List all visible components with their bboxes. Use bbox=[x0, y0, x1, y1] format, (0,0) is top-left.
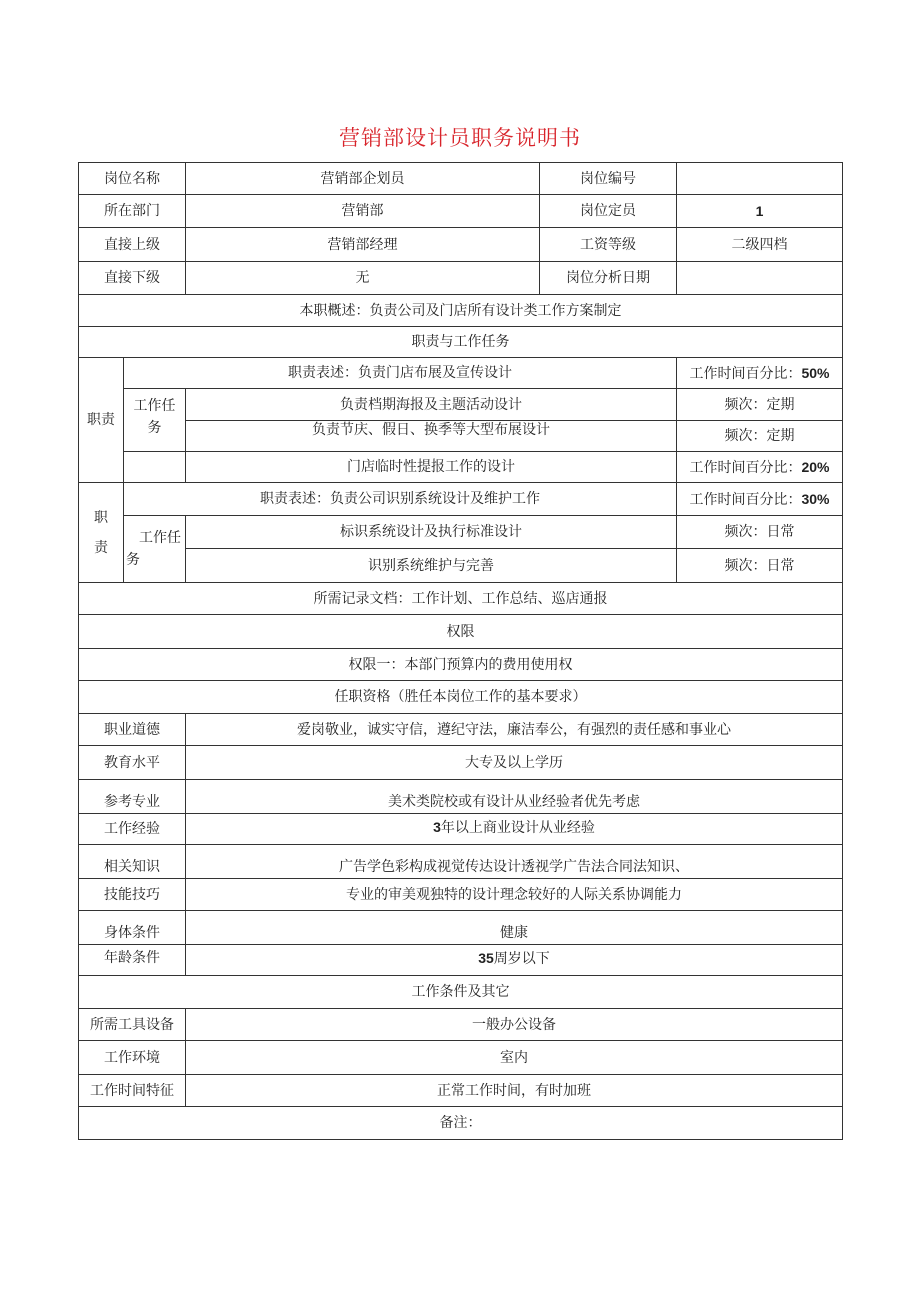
table-row bbox=[79, 452, 843, 483]
post-name-label: 岗位名称 bbox=[79, 163, 186, 195]
experience-years: 3 bbox=[433, 819, 441, 835]
table-row bbox=[79, 780, 843, 814]
ethics-value: 爱岗敬业，诚实守信，遵纪守法，廉洁奉公，有强烈的责任感和事业心 bbox=[186, 714, 843, 746]
duty2-description: 职责表述：负责公司识别系统设计及维护工作 bbox=[124, 483, 677, 516]
task-label-line: 务 bbox=[126, 552, 140, 568]
records-row: 所需记录文档：工作计划、工作总结、巡店通报 bbox=[79, 583, 843, 615]
duty1-extra-task: 门店临时性提报工作的设计 bbox=[186, 452, 677, 483]
work-time-value: 正常工作时间，有时加班 bbox=[186, 1075, 843, 1107]
table-row bbox=[79, 1009, 843, 1041]
education-value: 大专及以上学历 bbox=[186, 746, 843, 780]
table-row bbox=[79, 649, 843, 681]
duty-label-line: 职 bbox=[94, 509, 108, 526]
table-row bbox=[79, 195, 843, 228]
percentage-value: 50% bbox=[801, 364, 830, 381]
table-row bbox=[79, 228, 843, 262]
duty1-extra-spacer bbox=[124, 452, 186, 483]
job-description-table bbox=[78, 162, 843, 1140]
duty2-task-label bbox=[124, 516, 186, 583]
duty1-description: 职责表述：负责门店布展及宣传设计 bbox=[124, 358, 677, 389]
age-number: 35 bbox=[478, 950, 494, 966]
duty2-task-1-frequency: 频次：日常 bbox=[677, 516, 843, 549]
post-no-value bbox=[677, 163, 843, 195]
table-row bbox=[79, 945, 843, 976]
table-row bbox=[79, 1041, 843, 1075]
duty2-task-2-frequency: 频次：日常 bbox=[677, 549, 843, 583]
knowledge-label: 相关知识 bbox=[79, 845, 186, 879]
subordinate-value: 无 bbox=[186, 262, 540, 295]
post-name-value: 营销部企划员 bbox=[186, 163, 540, 195]
authority-header: 权限 bbox=[79, 615, 843, 649]
conditions-header: 工作条件及其它 bbox=[79, 976, 843, 1009]
table-row bbox=[79, 746, 843, 780]
duty2-label bbox=[79, 483, 124, 583]
table-row bbox=[79, 615, 843, 649]
duty1-task-1: 负责档期海报及主题活动设计 bbox=[186, 389, 677, 421]
work-time-label: 工作时间特征 bbox=[79, 1075, 186, 1107]
duties-header: 职责与工作任务 bbox=[79, 327, 843, 358]
environment-value: 室内 bbox=[186, 1041, 843, 1075]
table-row bbox=[79, 327, 843, 358]
table-row bbox=[79, 814, 843, 845]
duty2-task-2: 识别系统维护与完善 bbox=[186, 549, 677, 583]
subordinate-label: 直接下级 bbox=[79, 262, 186, 295]
superior-value: 营销部经理 bbox=[186, 228, 540, 262]
table-row bbox=[79, 516, 843, 549]
education-label: 教育水平 bbox=[79, 746, 186, 780]
headcount-value: 1 bbox=[677, 195, 843, 228]
table-row bbox=[79, 1107, 843, 1140]
table-row bbox=[79, 976, 843, 1009]
summary-row: 本职概述：负责公司及门店所有设计类工作方案制定 bbox=[79, 295, 843, 327]
task-label-line: 工作任 bbox=[133, 398, 176, 414]
environment-label: 工作环境 bbox=[79, 1041, 186, 1075]
experience-label: 工作经验 bbox=[79, 814, 186, 845]
knowledge-value: 广告学色彩构成视觉传达设计透视学广告法合同法知识、 bbox=[186, 845, 843, 879]
duty1-task-1-frequency: 频次：定期 bbox=[677, 389, 843, 421]
dept-label: 所在部门 bbox=[79, 195, 186, 228]
percentage-label: 工作时间百分比： bbox=[689, 459, 802, 476]
dept-value: 营销部 bbox=[186, 195, 540, 228]
table-row bbox=[79, 389, 843, 421]
table-row bbox=[79, 358, 843, 389]
table-row bbox=[79, 295, 843, 327]
table-row bbox=[79, 421, 843, 452]
headcount-label: 岗位定员 bbox=[540, 195, 677, 228]
table-row bbox=[79, 714, 843, 746]
duty-label-line: 责 bbox=[94, 539, 108, 556]
tools-label: 所需工具设备 bbox=[79, 1009, 186, 1041]
table-row bbox=[79, 1075, 843, 1107]
age-text: 周岁以下 bbox=[493, 951, 550, 967]
table-row bbox=[79, 549, 843, 583]
page-title: 营销部设计员职务说明书 bbox=[339, 126, 581, 150]
percentage-label: 工作时间百分比： bbox=[689, 491, 802, 508]
table-row bbox=[79, 911, 843, 945]
percentage-value: 20% bbox=[801, 458, 830, 475]
experience-value bbox=[186, 814, 843, 845]
table-row bbox=[79, 483, 843, 516]
ethics-label: 职业道德 bbox=[79, 714, 186, 746]
skill-label: 技能技巧 bbox=[79, 879, 186, 911]
percentage-label: 工作时间百分比： bbox=[689, 365, 802, 382]
remark-row: 备注： bbox=[79, 1107, 843, 1140]
table-row bbox=[79, 681, 843, 714]
salary-label: 工资等级 bbox=[540, 228, 677, 262]
age-value bbox=[186, 945, 843, 976]
table-row bbox=[79, 845, 843, 879]
superior-label: 直接上级 bbox=[79, 228, 186, 262]
duty2-percentage bbox=[677, 483, 843, 516]
duty1-task-label bbox=[124, 389, 186, 452]
tools-value: 一般办公设备 bbox=[186, 1009, 843, 1041]
qualification-header: 任职资格（胜任本岗位工作的基本要求） bbox=[79, 681, 843, 714]
task-label-line: 工作任 bbox=[139, 530, 181, 546]
duty1-label: 职责 bbox=[79, 358, 124, 483]
salary-value: 二级四档 bbox=[677, 228, 843, 262]
duty2-task-1: 标识系统设计及执行标准设计 bbox=[186, 516, 677, 549]
table-row bbox=[79, 583, 843, 615]
experience-text: 年以上商业设计从业经验 bbox=[440, 820, 595, 836]
percentage-value: 30% bbox=[801, 490, 830, 507]
age-label: 年龄条件 bbox=[79, 945, 186, 976]
duty1-task-2-frequency: 频次：定期 bbox=[677, 421, 843, 452]
duty1-percentage bbox=[677, 358, 843, 389]
post-no-label: 岗位编号 bbox=[540, 163, 677, 195]
physical-label: 身体条件 bbox=[79, 911, 186, 945]
duty1-task-2: 负责节庆、假日、换季等大型布展设计 bbox=[186, 421, 677, 452]
skill-value: 专业的审美观独特的设计理念较好的人际关系协调能力 bbox=[186, 879, 843, 911]
analysis-date-value bbox=[677, 262, 843, 295]
table-row bbox=[79, 262, 843, 295]
physical-value: 健康 bbox=[186, 911, 843, 945]
major-value: 美术类院校或有设计从业经验者优先考虑 bbox=[186, 780, 843, 814]
analysis-date-label: 岗位分析日期 bbox=[540, 262, 677, 295]
task-label-line: 务 bbox=[147, 420, 162, 436]
table-row bbox=[79, 163, 843, 195]
duty1-extra-percentage bbox=[677, 452, 843, 483]
authority-1: 权限一：本部门预算内的费用使用权 bbox=[79, 649, 843, 681]
table-row bbox=[79, 879, 843, 911]
major-label: 参考专业 bbox=[79, 780, 186, 814]
